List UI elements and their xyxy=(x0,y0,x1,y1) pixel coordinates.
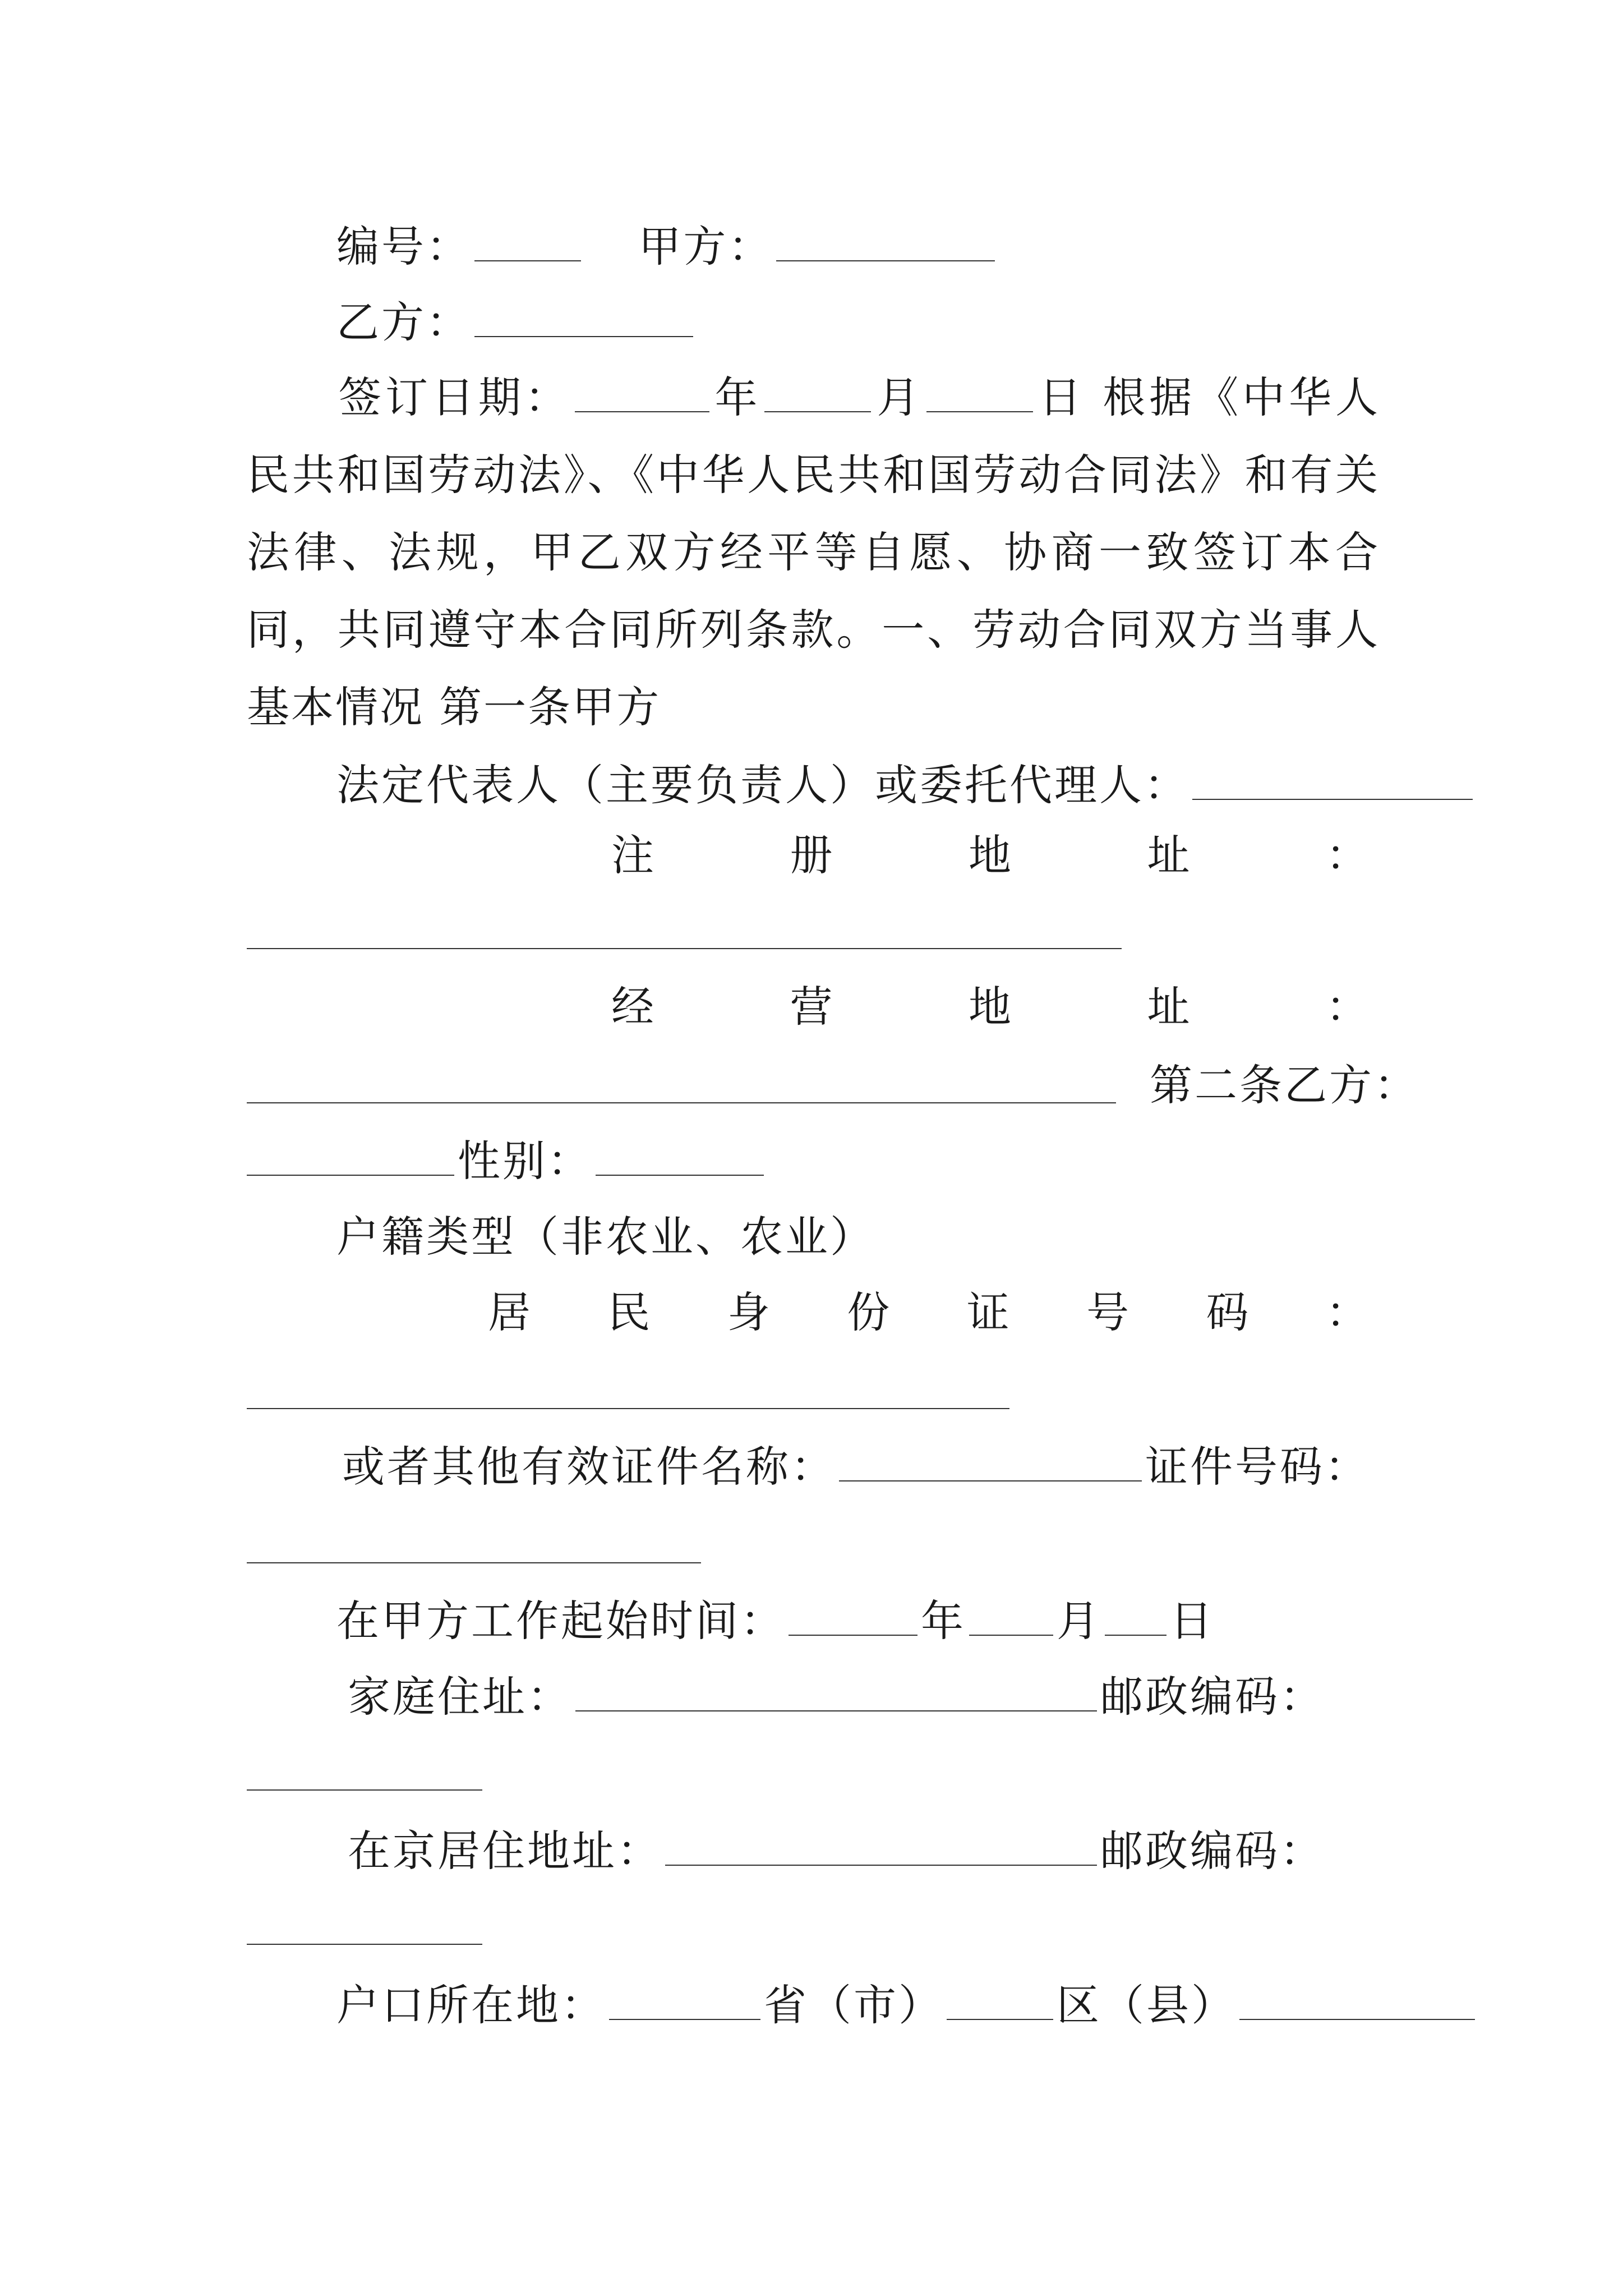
beijing-address-row xyxy=(348,1823,1325,1879)
other-cert-row xyxy=(342,1439,1370,1495)
intro-paragraph xyxy=(247,359,1380,746)
op-addr-char: 营 xyxy=(790,982,833,1032)
party-b-field[interactable] xyxy=(474,298,693,337)
home-address-row xyxy=(348,1669,1325,1725)
home-postcode-field[interactable] xyxy=(247,1789,482,1791)
contract-number-field[interactable] xyxy=(474,222,581,261)
registered-address-field[interactable] xyxy=(247,948,1122,949)
work-start-label: 在甲方工作起始时间： xyxy=(336,1596,785,1646)
header-row-2 xyxy=(336,295,697,351)
beijing-postcode-field[interactable] xyxy=(247,1944,482,1945)
op-addr-char: ： xyxy=(1326,982,1368,1032)
hukou-location-row xyxy=(336,1977,1478,2033)
party-a-label: 甲方： xyxy=(638,222,773,272)
id-char: 码 xyxy=(1206,1287,1249,1337)
hukou-type: 户籍类型（非农业、农业） xyxy=(336,1212,875,1262)
province-label: 省（市） xyxy=(764,1980,943,2030)
district-field[interactable] xyxy=(947,1981,1053,2020)
registered-address-label xyxy=(611,827,1368,884)
signing-year-field[interactable] xyxy=(575,373,709,412)
other-cert-field[interactable] xyxy=(839,1442,1142,1481)
work-start-year-field[interactable] xyxy=(789,1596,917,1636)
reg-addr-char: 地 xyxy=(969,830,1011,880)
work-start-day-field[interactable] xyxy=(1105,1596,1166,1636)
header-row-1 xyxy=(336,219,998,275)
reg-addr-char: ： xyxy=(1326,830,1368,880)
reg-addr-char: 注 xyxy=(611,830,654,880)
id-char: 号 xyxy=(1086,1287,1129,1337)
legal-rep-label: 法定代表人（主要负责人）或委托代理人： xyxy=(336,760,1189,810)
id-number-field[interactable] xyxy=(247,1408,1009,1409)
other-cert-label: 或者其他有效证件名称： xyxy=(342,1442,836,1492)
home-address-field[interactable] xyxy=(575,1672,1097,1711)
province-field[interactable] xyxy=(609,1981,760,2020)
postcode-label: 邮政编码： xyxy=(1100,1672,1325,1722)
cert-number-label: 证件号码： xyxy=(1145,1442,1370,1492)
op-addr-char: 经 xyxy=(611,982,654,1032)
intro-text: 根据《中华人民共和国劳动法》、《中华人民共和国劳动合同法》和有关法律、法规，甲乙双方经平等自愿、协商一致签订本合同，共同遵守本合同所列条款。一、劳动合同双方当事人基本情况 第一条甲方 xyxy=(247,372,1380,732)
legal-rep-field[interactable] xyxy=(1192,761,1473,800)
reg-addr-char: 册 xyxy=(790,830,833,880)
gender-field[interactable] xyxy=(596,1137,764,1176)
postcode-label: 邮政编码： xyxy=(1100,1826,1325,1876)
district-label: 区（县） xyxy=(1057,1980,1236,2030)
home-address-label: 家庭住址： xyxy=(348,1672,572,1722)
signing-date-label: 签订日期： xyxy=(336,372,571,422)
party-a-field[interactable] xyxy=(776,222,995,261)
article-2-label: 第二条乙方： xyxy=(1150,1060,1419,1110)
signing-day-field[interactable] xyxy=(926,373,1033,412)
party-b-name-field[interactable] xyxy=(247,1137,454,1176)
operating-address-field[interactable] xyxy=(247,1102,1116,1103)
year-label: 年 xyxy=(921,1596,966,1646)
month-label: 月 xyxy=(1057,1596,1101,1646)
id-char: 身 xyxy=(727,1287,770,1337)
hukou-location-label: 户口所在地： xyxy=(336,1980,606,2030)
legal-rep-row xyxy=(336,757,1476,813)
month-label: 月 xyxy=(874,372,924,422)
id-number-label xyxy=(488,1285,1368,1341)
operating-address-label xyxy=(611,979,1368,1035)
cert-number-field[interactable] xyxy=(247,1562,701,1563)
work-start-month-field[interactable] xyxy=(969,1596,1053,1636)
id-char: 民 xyxy=(607,1287,651,1337)
hukou-detail-field[interactable] xyxy=(1239,1981,1475,2020)
day-label: 日 xyxy=(1170,1596,1215,1646)
signing-month-field[interactable] xyxy=(764,373,871,412)
op-addr-char: 地 xyxy=(969,982,1011,1032)
id-char: 居 xyxy=(488,1287,531,1337)
party-b-label: 乙方： xyxy=(336,297,471,347)
op-addr-char: 址 xyxy=(1147,982,1190,1032)
work-start-row xyxy=(336,1593,1215,1649)
reg-addr-char: 址 xyxy=(1147,830,1190,880)
id-char: ： xyxy=(1325,1287,1368,1337)
beijing-address-field[interactable] xyxy=(665,1826,1097,1866)
name-gender-row xyxy=(247,1133,767,1189)
gender-label: 性别： xyxy=(458,1136,592,1186)
id-char: 证 xyxy=(966,1287,1009,1337)
contract-number-label: 编号： xyxy=(336,222,471,272)
year-label: 年 xyxy=(712,372,762,422)
id-char: 份 xyxy=(847,1287,890,1337)
day-label: 日 xyxy=(1036,372,1086,422)
beijing-address-label: 在京居住地址： xyxy=(348,1826,662,1876)
